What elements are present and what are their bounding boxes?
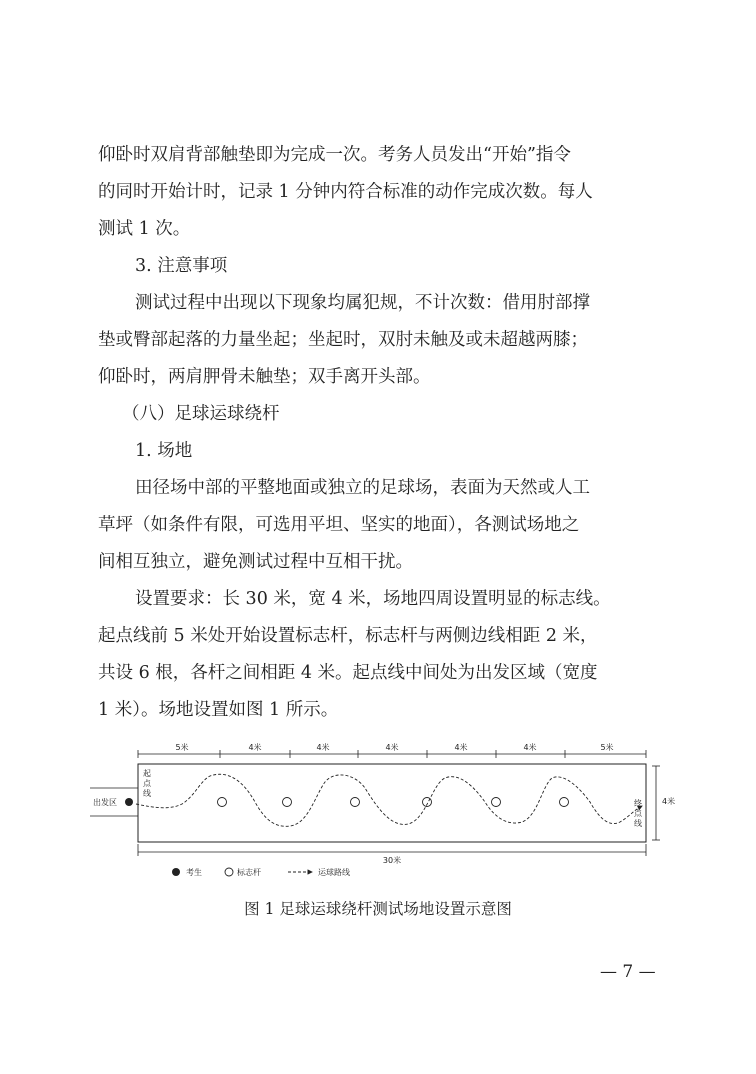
paragraph-violations (98, 285, 664, 396)
pole-icon (283, 798, 292, 807)
pole-legend-icon (225, 868, 233, 876)
width-dimension (652, 766, 675, 840)
text-line: 共设 6 根，各杆之间相距 4 米。起点线中间处为出发区域（宽度 (98, 663, 598, 683)
finish-line-char: 线 (634, 819, 642, 828)
finish-line-char: 终 (634, 799, 642, 808)
legend-route: 运球路线 (318, 868, 350, 877)
text-line: 仰卧时，两肩胛骨未触垫；双手离开头部。 (98, 367, 431, 387)
paragraph-situp-end (98, 137, 664, 248)
candidate-marker (125, 798, 133, 806)
segment-label: 5米 (175, 743, 189, 752)
segment-label: 5米 (600, 743, 614, 752)
start-area-label: 出发区 (93, 798, 117, 807)
segment-label: 4米 (523, 743, 537, 752)
text-line: 1. 场地 (135, 441, 193, 461)
section-heading-football (98, 396, 664, 433)
field-diagram (90, 736, 690, 896)
total-dimension (138, 844, 646, 865)
total-label: 30米 (382, 856, 402, 865)
candidate-legend-icon (172, 868, 180, 876)
segment-label: 4米 (248, 743, 262, 752)
section-heading-notes (98, 248, 664, 285)
start-line-label (143, 768, 152, 798)
subheading-venue (98, 433, 664, 470)
start-line-char: 点 (143, 779, 151, 788)
finish-line-label (634, 798, 643, 828)
pole-icon (218, 798, 227, 807)
legend (172, 867, 350, 877)
text-line: 间相互独立，避免测试过程中互相干扰。 (98, 552, 413, 572)
figure-caption: 图 1 足球运球绕杆测试场地设置示意图 (244, 900, 512, 918)
segment-label: 4米 (454, 743, 468, 752)
segment-label: 4米 (385, 743, 399, 752)
page-number: — 7 — (600, 962, 656, 982)
text-line: 1 米）。场地设置如图 1 所示。 (98, 700, 339, 720)
field-boundary (138, 764, 646, 842)
text-line: 的同时开始计时，记录 1 分钟内符合标准的动作完成次数。每人 (98, 182, 593, 202)
text-line: 设置要求：长 30 米，宽 4 米，场地四周设置明显的标志线。 (135, 589, 611, 609)
text-line: 仰卧时双肩背部触垫即为完成一次。考务人员发出“开始”指令 (98, 145, 571, 165)
finish-line-char: 点 (634, 809, 642, 818)
text-line: 草坪（如条件有限，可选用平坦、坚实的地面），各测试场地之 (98, 515, 580, 535)
legend-candidate: 考生 (186, 868, 202, 877)
text-line: （八）足球运球绕杆 (122, 404, 280, 424)
start-line-char: 起 (143, 769, 151, 778)
legend-pole: 标志杆 (237, 868, 261, 877)
width-label: 4米 (662, 797, 676, 806)
start-line-char: 线 (143, 789, 151, 798)
text-line: 3. 注意事项 (135, 256, 228, 276)
pole-icon (492, 798, 501, 807)
text-line: 测试过程中出现以下现象均属犯规，不计次数：借用肘部撑 (135, 293, 590, 313)
segment-label: 4米 (316, 743, 330, 752)
text-line: 测试 1 次。 (98, 219, 191, 239)
text-line: 田径场中部的平整地面或独立的足球场，表面为天然或人工 (135, 478, 590, 498)
pole-icon (351, 798, 360, 807)
paragraph-venue (98, 470, 664, 581)
pole-icon (560, 798, 569, 807)
text-line: 垫或臀部起落的力量坐起；坐起时，双肘未触及或未超越两膝； (98, 330, 588, 350)
text-line: 起点线前 5 米处开始设置标志杆，标志杆与两侧边线相距 2 米， (98, 626, 598, 646)
paragraph-setup (98, 581, 664, 729)
poles (218, 798, 569, 807)
start-area (90, 788, 138, 816)
